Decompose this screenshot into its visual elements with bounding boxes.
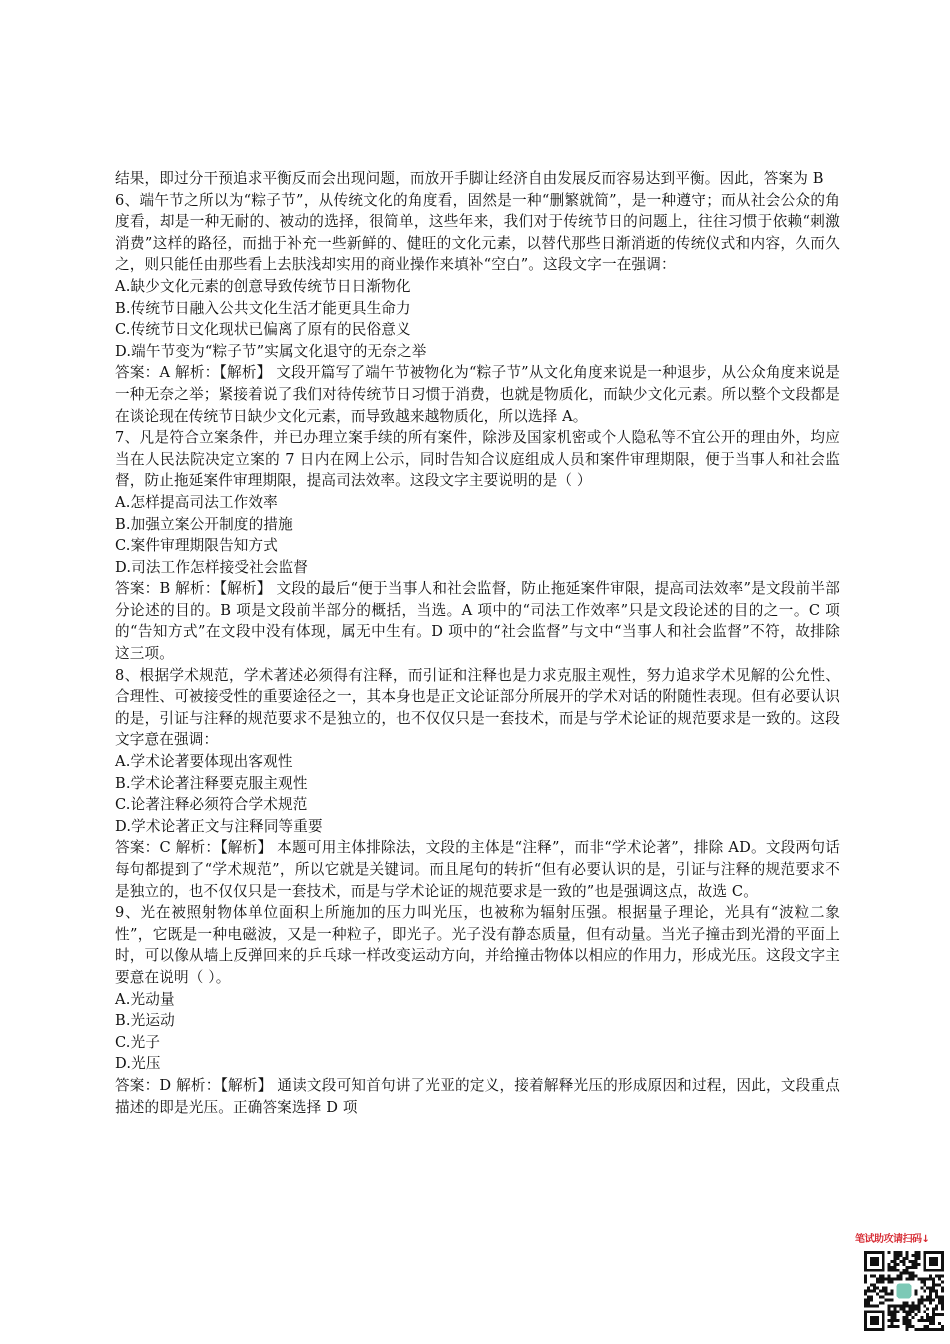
question-7-option-a: A.怎样提高司法工作效率 <box>115 493 278 511</box>
question-6-stem: 6、端午节之所以为“粽子节”，从传统文化的角度看，固然是一种“删繁就简”，是一种遵守；而从社会公众的角度看，却是一种无耐的、被动的选择，很简单，这些年来，我们对于传统节日的问题上，往往习惯于依赖“刺激消费”这样的路径，而拙于补充一些新鲜的、健旺的文化元素，以替代那些日渐消逝的传统仪式和内容，久而久之，则只能任由那些看上去肤浅却实用的商业操作来填补“空白”。这段文字一在强调： <box>115 191 840 274</box>
question-7-option-d: D.司法工作怎样接受社会监督 <box>115 558 309 576</box>
question-9-option-c: C.光子 <box>115 1033 161 1051</box>
question-8-option-a: A.学术论著要体现出客观性 <box>115 753 293 771</box>
qr-center-logo <box>897 1284 912 1299</box>
question-9-option-d: D.光压 <box>115 1055 161 1073</box>
question-7-stem: 7、凡是符合立案条件，并已办理立案手续的所有案件，除涉及国家机密或个人隐私等不宜公开的理由外，均应当在人民法院决定立案的 7 日内在网上公示，同时告知合议庭组成人员和案件审理期限，便于当事人和社会监督，防止拖延案件审理期限，提高司法效率。这段文字主要说明的是（ ） <box>115 429 840 490</box>
question-9-option-a: A.光动量 <box>115 990 175 1008</box>
question-6-option-d: D.端午节变为“粽子节”实属文化退守的无奈之举 <box>115 342 427 360</box>
question-8-stem: 8、根据学术规范，学术著述必须得有注释，而引证和注释也是力求克服主观性，努力追求学术见解的公允性、合理性、可被接受性的重要途径之一，其本身也是正文论证部分所展开的学术对话的附随性表现。但有必要认识的是，引证与注释的规范要求不是独立的，也不仅仅只是一套技术，而是与学术论证的规范要求是一致的。这段文字意在强调： <box>115 666 840 749</box>
text-paragraph: 结果，即过分干预追求平衡反而会出现问题，而放开手脚让经济自由发展反而容易达到平衡。因此，答案为 B <box>115 170 824 187</box>
qr-code-icon[interactable] <box>861 1248 947 1334</box>
question-9-option-b: B.光运动 <box>115 1012 175 1030</box>
question-8-option-d: D.学术论著正文与注释同等重要 <box>115 817 323 835</box>
qr-promo <box>855 1230 950 1344</box>
question-7-option-c: C.案件审理期限告知方式 <box>115 537 279 555</box>
question-9-answer: 答案：D 解析：【解析】 通读文段可知首句讲了光亚的定义，接着解释光压的形成原因和过程，因此，文段重点描述的即是光压。正确答案选择 D 项 <box>115 1076 840 1116</box>
question-6-option-b: B.传统节日融入公共文化生活才能更具生命力 <box>115 299 411 317</box>
question-8-option-c: C.论著注释必须符合学术规范 <box>115 796 308 814</box>
question-7-answer: 答案：B 解析：【解析】 文段的最后“便于当事人和社会监督，防止拖延案件审限，提高司法效率”是文段前半部分论述的目的。B 项是文段前半部分的概括，当选。A 项中的“司法工作效率”只是文段论述的目的之一。C 项的“告知方式”在文段中没有体现，属无中生有。D 项中的“社会监督”与文中“当事人和社会监督”不符，故排除这三项。 <box>115 580 840 663</box>
question-8-answer: 答案：C 解析：【解析】 本题可用主体排除法，文段的主体是“注释”，而非“学术论著”，排除 AD。文段两句话每句都提到了“学术规范”，所以它就是关键词。而且尾句的转折“但有必要认识的是，引证与注释的规范要求不是独立的，也不仅仅只是一套技术，而是与学术论证的规范要求是一致的”也是强调这点，故选 C。 <box>115 839 840 900</box>
question-6-option-a: A.缺少文化元素的创意导致传统节日日渐物化 <box>115 277 411 295</box>
question-6-option-c: C.传统节日文化现状已偏离了原有的民俗意义 <box>115 321 411 339</box>
question-7-option-b: B.加强立案公开制度的措施 <box>115 515 293 533</box>
question-6-answer: 答案：A 解析：【解析】 文段开篇写了端午节被物化为“粽子节”从文化角度来说是一种退步，从公众角度来说是一种无奈之举；紧接着说了我们对待传统节日习惯于消费，也就是物质化，而缺少文化元素。所以整个文段都是在谈论现在传统节日缺少文化元素，而导致越来越物质化，所以选择 A。 <box>115 364 840 425</box>
document-body <box>115 168 840 1118</box>
qr-caption: 笔试助攻请扫码↓ <box>855 1234 930 1245</box>
question-9-stem: 9、光在被照射物体单位面积上所施加的压力叫光压，也被称为辐射压强。根据量子理论，光具有“波粒二象性”，它既是一种电磁波，又是一种粒子，即光子。光子没有静态质量，但有动量。当光子撞击到光滑的平面上时，可以像从墙上反弹回来的乒乓球一样改变运动方向，并给撞击物体以相应的作用力，形成光压。这段文字主要意在说明（ ）。 <box>115 904 840 986</box>
question-8-option-b: B.学术论著注释要克服主观性 <box>115 774 308 792</box>
